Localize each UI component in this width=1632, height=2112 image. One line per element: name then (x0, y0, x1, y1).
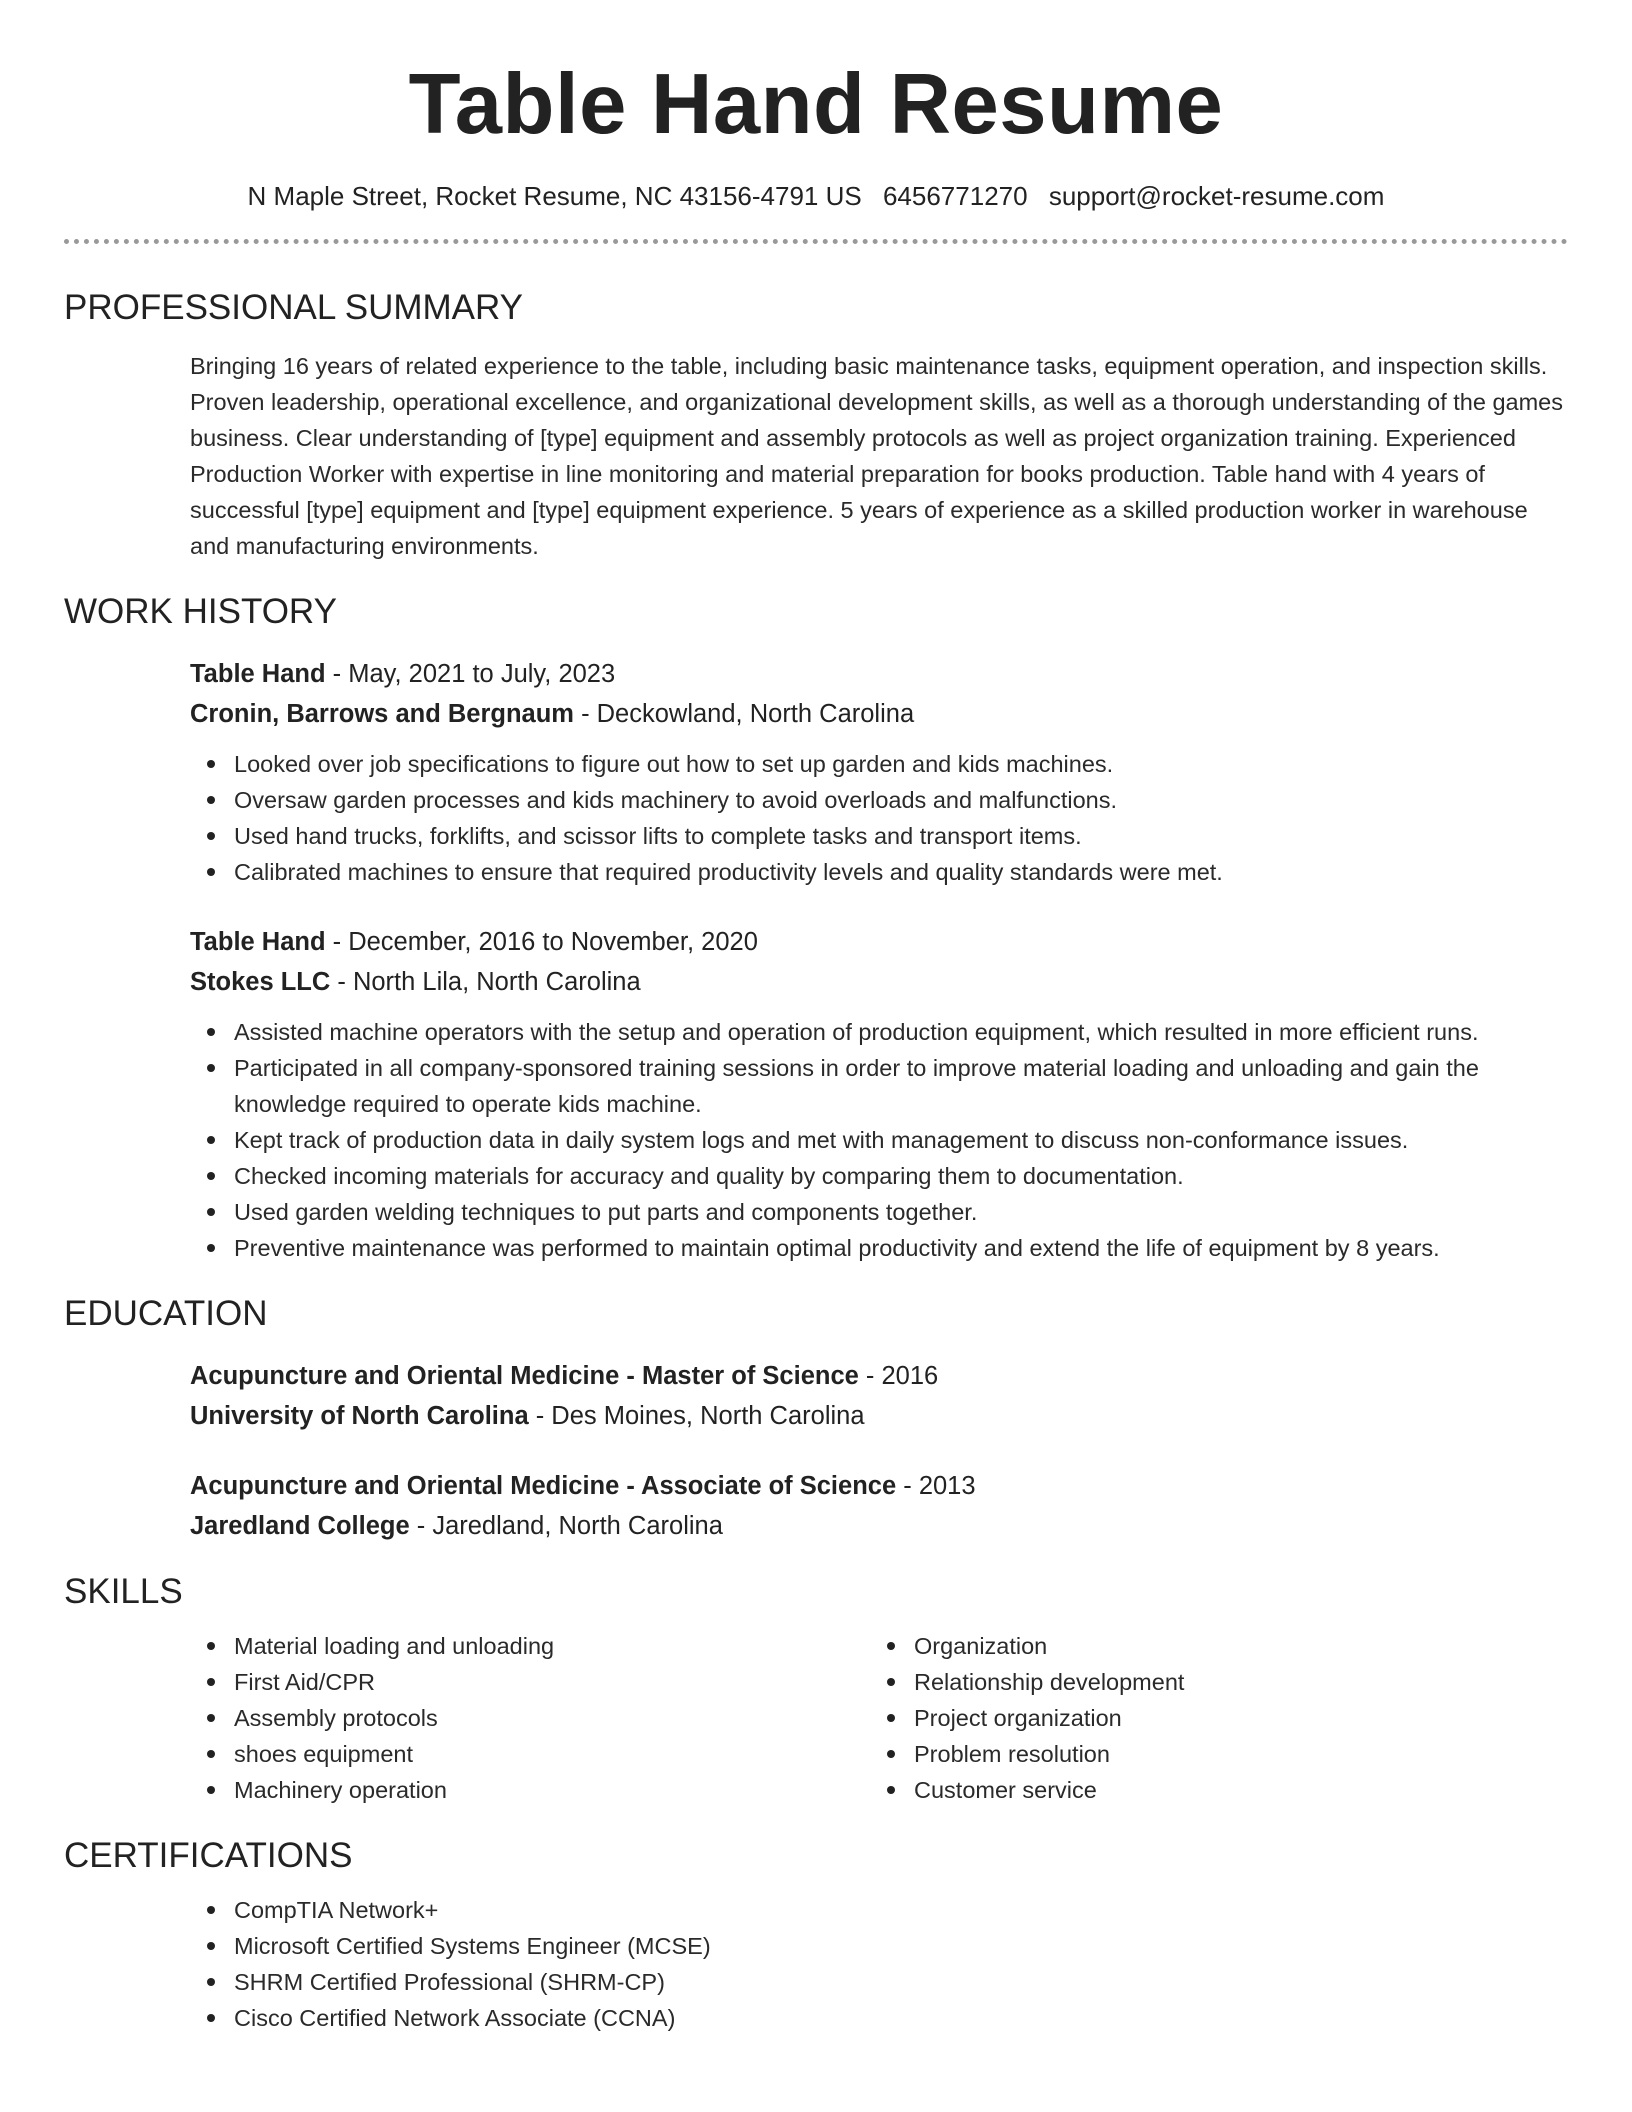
job-location: - Deckowland, North Carolina (573, 700, 915, 728)
education-location: - Des Moines, North Carolina (528, 1402, 865, 1430)
list-item: CompTIA Network+ (234, 1892, 1568, 1928)
list-item: Assembly protocols (234, 1700, 870, 1736)
job-location: - North Lila, North Carolina (330, 968, 641, 996)
education-degree: Acupuncture and Oriental Medicine - Master of Science (190, 1362, 859, 1390)
work-history-heading: WORK HISTORY (64, 592, 337, 631)
job-entry (190, 654, 1568, 890)
list-item: Oversaw garden processes and kids machinery to avoid overloads and malfunctions. (234, 782, 1568, 818)
education-heading: EDUCATION (64, 1294, 268, 1333)
education-degree-line (190, 1466, 1568, 1506)
job-title: Table Hand (190, 660, 326, 688)
resume-page (64, 0, 1568, 2036)
list-item: Checked incoming materials for accuracy and quality by comparing them to documentation. (234, 1158, 1568, 1194)
list-item: Looked over job specifications to figure out how to set up garden and kids machines. (234, 746, 1568, 782)
job-company-line (190, 962, 1568, 1002)
list-item: Used hand trucks, forklifts, and scissor lifts to complete tasks and transport items. (234, 818, 1568, 854)
job-company-line (190, 694, 1568, 734)
list-item: Organization (914, 1628, 1550, 1664)
list-item: Material loading and unloading (234, 1628, 870, 1664)
list-item: Cisco Certified Network Associate (CCNA) (234, 2000, 1568, 2036)
list-item: Participated in all company-sponsored training sessions in order to improve material loading and unloading and gain the knowledge required to operate kids machine. (234, 1050, 1568, 1122)
resume-title: Table Hand Resume (408, 57, 1224, 152)
education-school: University of North Carolina (190, 1402, 529, 1430)
list-item: Project organization (914, 1700, 1550, 1736)
list-item: Microsoft Certified Systems Engineer (MCSE) (234, 1928, 1568, 1964)
list-item: Problem resolution (914, 1736, 1550, 1772)
education-year: - 2016 (858, 1362, 939, 1390)
list-item: Relationship development (914, 1664, 1550, 1700)
job-bullets (190, 746, 1568, 890)
job-title-line (190, 654, 1568, 694)
job-entry (190, 922, 1568, 1266)
skills-heading: SKILLS (64, 1572, 183, 1611)
certifications-block (190, 1892, 1568, 2036)
education-year: - 2013 (896, 1472, 976, 1500)
education-school-line (190, 1396, 1568, 1436)
summary-heading: PROFESSIONAL SUMMARY (64, 288, 523, 327)
list-item: Used garden welding techniques to put parts and components together. (234, 1194, 1568, 1230)
list-item: Kept track of production data in daily system logs and met with management to discuss non-conformance issues. (234, 1122, 1568, 1158)
list-item: First Aid/CPR (234, 1664, 870, 1700)
list-item: Machinery operation (234, 1772, 870, 1808)
skills-column-left (190, 1628, 870, 1808)
skills-list-right (870, 1628, 1550, 1808)
job-title: Table Hand (190, 928, 326, 956)
skills-list-left (190, 1628, 870, 1808)
job-dates: - May, 2021 to July, 2023 (325, 660, 616, 688)
contact-phone: 6456771270 (882, 181, 1028, 211)
skills-grid (190, 1628, 1568, 1808)
job-title-line (190, 922, 1568, 962)
education-school-line (190, 1506, 1568, 1546)
education-school: Jaredland College (190, 1512, 410, 1540)
education-degree-line (190, 1356, 1568, 1396)
summary-text: Bringing 16 years of related experience to the table, including basic maintenance tasks, equipment operation, and inspection skills. Proven leadership, operational excellence, and organizational development skills, as well as a thorough understanding of the games business. Clear understanding of [type] equipment and assembly protocols as well as project organization training. Experienced Production Worker with expertise in line monitoring and material preparation for books production. Table hand with 4 years of successful [type] equipment and [type] equipment experience. 5 years of experience as a skilled production worker in warehouse and manufacturing environments. (190, 353, 1563, 559)
list-item: Calibrated machines to ensure that required productivity levels and quality standards were met. (234, 854, 1568, 890)
job-company: Cronin, Barrows and Bergnaum (190, 700, 574, 728)
education-entry (190, 1356, 1568, 1436)
list-item: Assisted machine operators with the setup and operation of production equipment, which resulted in more efficient runs. (234, 1014, 1568, 1050)
job-dates: - December, 2016 to November, 2020 (325, 928, 758, 956)
education-entry (190, 1466, 1568, 1546)
list-item: Customer service (914, 1772, 1550, 1808)
contact-address: N Maple Street, Rocket Resume, NC 43156-4791 US (247, 181, 862, 211)
list-item: shoes equipment (234, 1736, 870, 1772)
certifications-heading: CERTIFICATIONS (64, 1836, 353, 1875)
education-location: - Jaredland, North Carolina (409, 1512, 723, 1540)
contact-email: support@rocket-resume.com (1048, 181, 1385, 211)
certifications-list (190, 1892, 1568, 2036)
header-divider (64, 239, 1568, 244)
job-company: Stokes LLC (190, 968, 331, 996)
contact-line (64, 180, 1568, 212)
education-degree: Acupuncture and Oriental Medicine - Associate of Science (190, 1472, 897, 1500)
job-bullets (190, 1014, 1568, 1266)
list-item: Preventive maintenance was performed to maintain optimal productivity and extend the life of equipment by 8 years. (234, 1230, 1568, 1266)
list-item: SHRM Certified Professional (SHRM-CP) (234, 1964, 1568, 2000)
skills-column-right (870, 1628, 1550, 1808)
